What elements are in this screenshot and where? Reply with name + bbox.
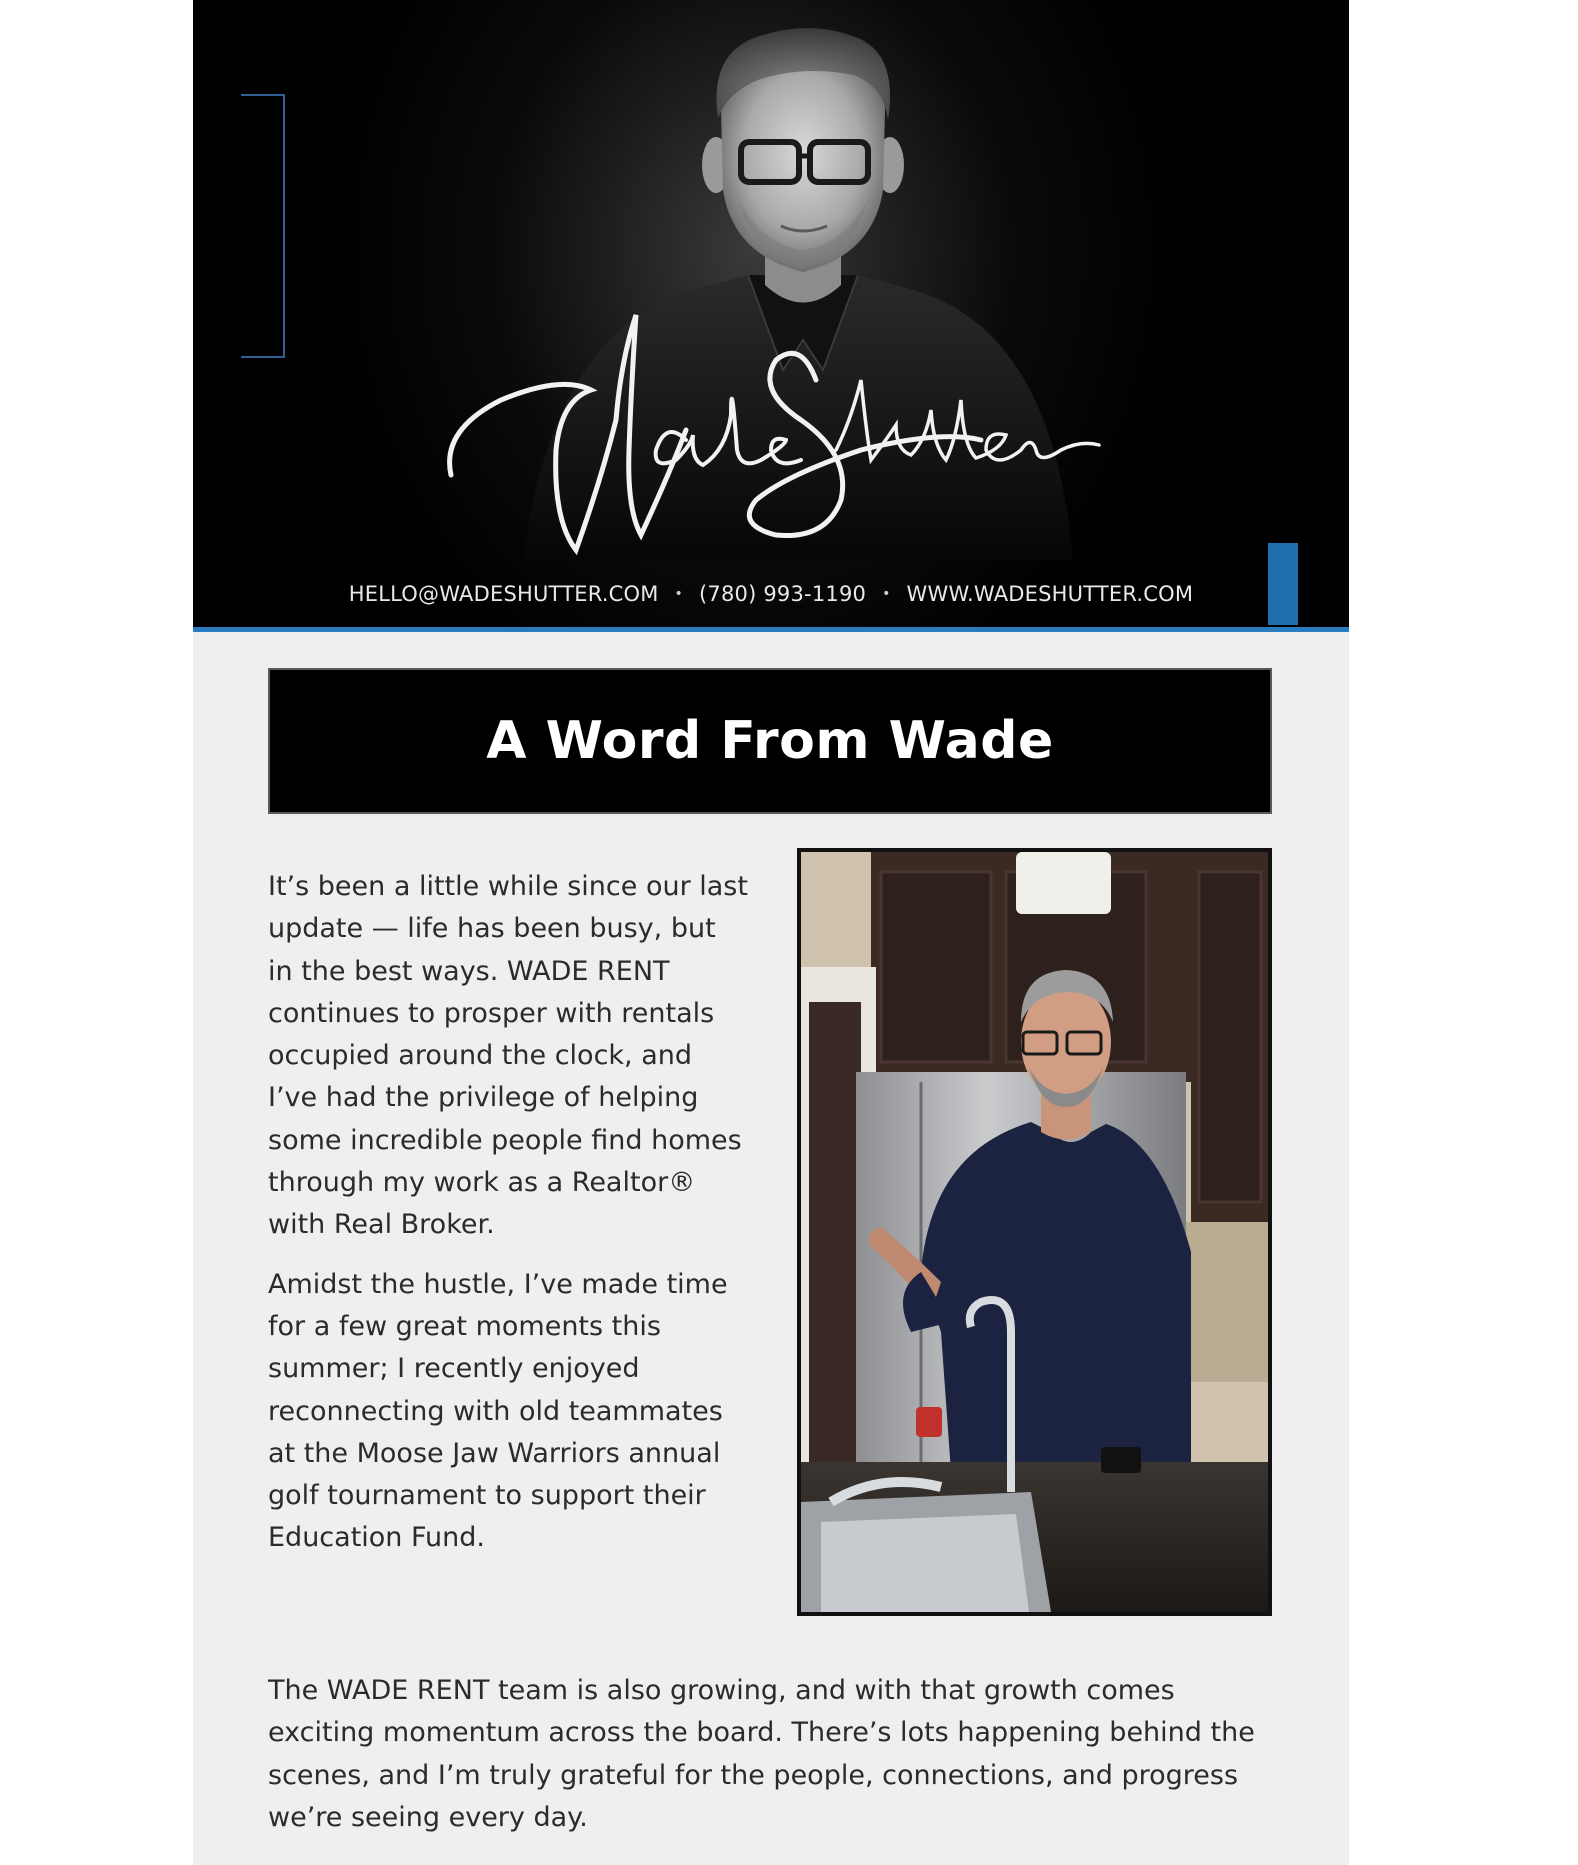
section-header xyxy=(268,668,1272,814)
contact-bar xyxy=(193,582,1349,606)
decorative-accent-bar xyxy=(1268,543,1298,625)
paragraph: Amidst the hustle, I’ve made time for a few great moments this summer; I recently enjoyed reconnecting with old teammates at the Moose Jaw Warriors annual golf tournament to support their Education Fund. xyxy=(268,1268,728,1554)
header-banner xyxy=(193,0,1349,630)
separator-dot: • xyxy=(882,586,891,602)
signature-logo xyxy=(441,300,1101,560)
kitchen-photo-image xyxy=(801,852,1268,1612)
website-link[interactable]: WWW.WADESHUTTER.COM xyxy=(906,582,1194,606)
paragraph: The WADE RENT team is also growing, and with that growth comes exciting momentum across the board. There’s lots happening behind the scenes, and I’m truly grateful for the people, connections, and progress we’re seeing every day. xyxy=(268,1675,1255,1833)
paragraph: It’s been a little while since our last update — life has been busy, but in the best ways. WADE RENT continues to prosper with rentals occupied around the clock, and I’ve had the privilege of helping some incredible people find homes through my work as a Realtor® with Real Broker. xyxy=(268,871,748,1241)
email-link[interactable]: HELLO@WADESHUTTER.COM xyxy=(348,582,659,606)
phone-link[interactable]: (780) 993-1190 xyxy=(699,582,867,606)
header-divider xyxy=(193,627,1349,632)
intro-text-column xyxy=(268,866,748,1577)
separator-dot: • xyxy=(674,586,684,602)
newsletter-email xyxy=(193,0,1349,1865)
kitchen-photo xyxy=(797,848,1272,1616)
section-title: A Word From Wade xyxy=(486,711,1054,771)
closing-text xyxy=(268,1670,1278,1839)
